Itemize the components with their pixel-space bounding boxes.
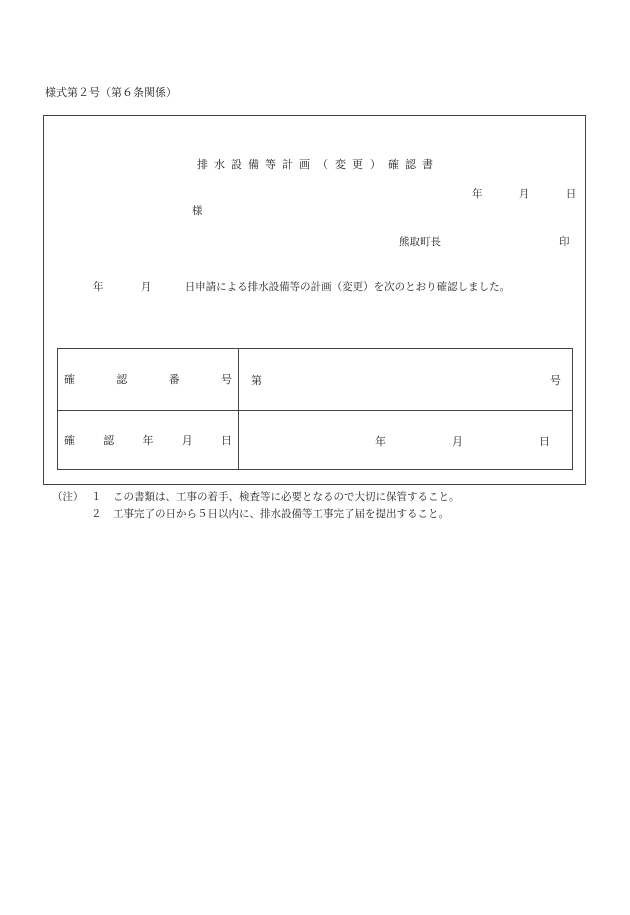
seal-mark: 印 [559,236,570,248]
note-text: この書類は、工事の着手、検査等に必要となるので大切に保管すること。 [113,491,460,503]
label-char: 認 [116,372,128,386]
intro-text: 日申請による排水設備等の計画（変更）を次のとおり確認しました。 [184,281,511,293]
confirmation-date-value [239,411,573,470]
document-title [0,156,630,172]
title-char: 排 [197,158,208,171]
confirmation-date-label [58,411,239,470]
form-number-label: 様式第２号（第６条関係） [45,86,177,99]
title-char: 備 [248,158,259,171]
addressee-suffix: 様 [192,205,203,217]
note-number: １ [91,491,102,503]
note-item [52,489,460,506]
label-char: 確 [64,372,75,386]
issue-date-month: 月 [518,188,530,200]
title-char: 水 [214,158,225,171]
title-char: 設 [231,158,242,171]
notes-label: （注） [52,491,84,503]
label-char: 認 [103,434,115,447]
title-char: 計 [282,158,293,171]
note-number: ２ [91,508,102,520]
label-char: 番 [168,372,180,386]
number-suffix: 号 [550,373,561,387]
notes [52,489,460,523]
title-char: 更 [352,158,363,171]
title-char: 書 [422,158,433,171]
issue-date-day: 日 [565,188,577,200]
title-char: 認 [405,158,416,171]
intro-sentence [93,279,510,294]
confirm-month: 月 [452,435,463,448]
confirm-year: 年 [375,435,386,448]
confirmation-number-label [58,349,239,411]
issue-date [472,186,576,201]
title-char: 等 [265,158,276,171]
confirmation-table [57,348,573,470]
label-char: 月 [181,434,193,447]
title-char: 変 [335,158,346,171]
table-row-number [58,349,573,411]
note-item [52,506,460,523]
label-char: 確 [64,434,75,447]
issue-date-year: 年 [472,188,483,200]
number-prefix: 第 [251,373,262,387]
note-text: 工事完了の日から５日以内に、排水設備等工事完了届を提出すること。 [113,508,449,520]
label-char: 号 [220,372,232,386]
title-char: （ [317,158,328,171]
title-char: ） [370,158,381,171]
confirm-day: 日 [539,435,550,448]
table-row-date [58,411,573,470]
intro-month: 月 [140,281,152,293]
label-char: 日 [221,434,232,447]
intro-year: 年 [93,281,104,293]
confirmation-number-value [239,349,573,411]
issuer-name: 熊取町長 [399,236,441,248]
title-char: 画 [299,158,310,171]
title-char: 確 [388,158,399,171]
label-char: 年 [142,434,154,447]
